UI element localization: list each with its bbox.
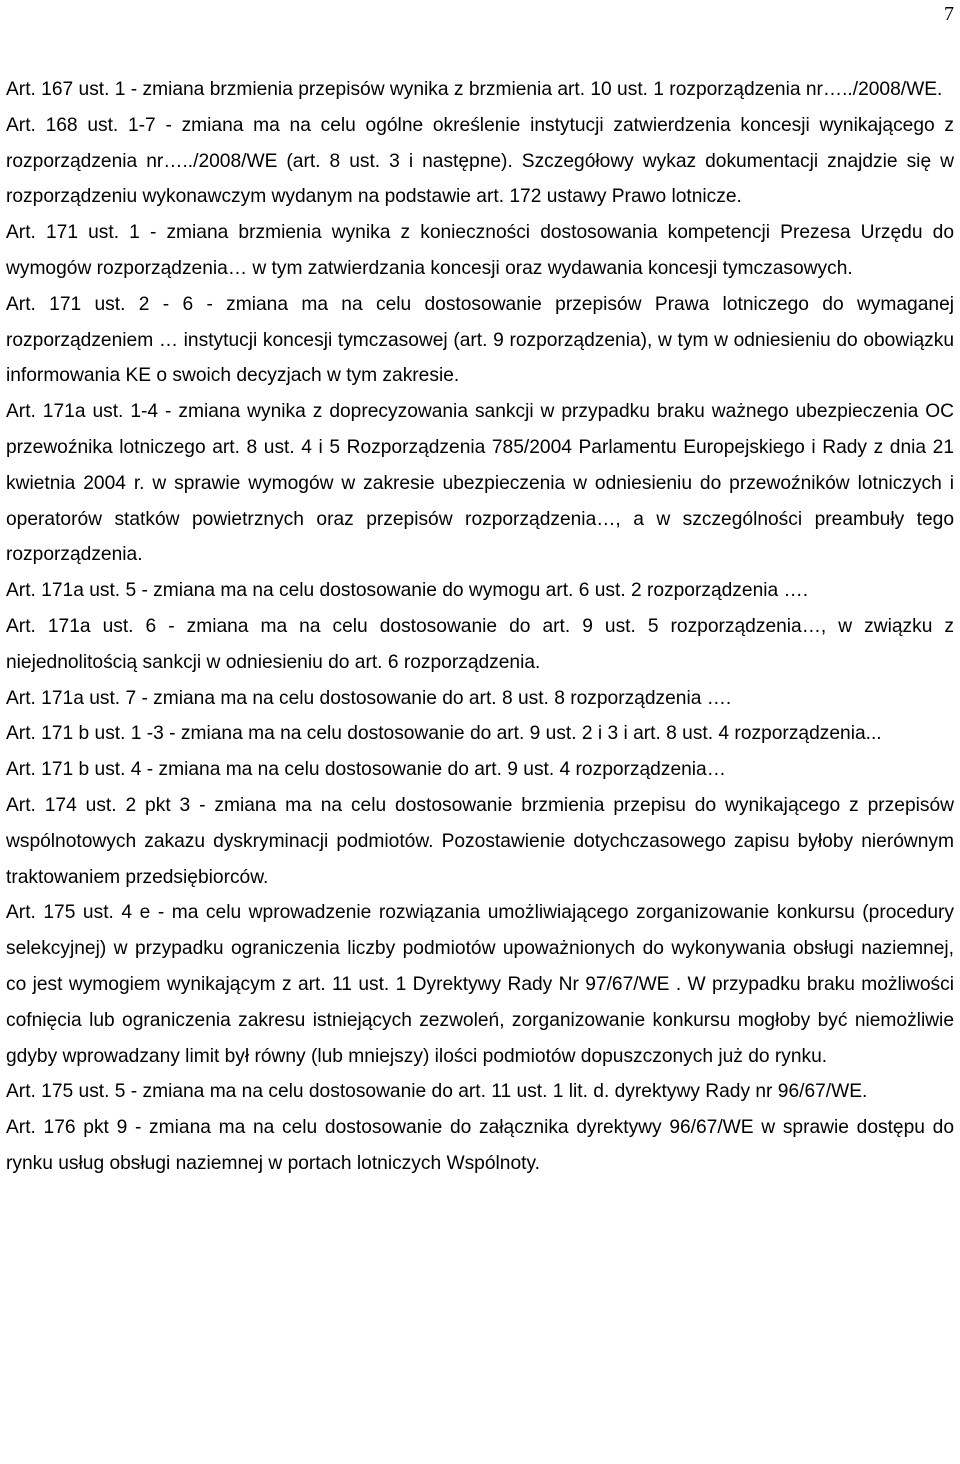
document-body	[6, 72, 954, 1182]
paragraph-art-175-ust-5: Art. 175 ust. 5 - zmiana ma na celu dostosowanie do art. 11 ust. 1 lit. d. dyrektywy Rady nr 96/67/WE.	[6, 1081, 868, 1103]
paragraph-art-171a-ust-5: Art. 171a ust. 5 - zmiana ma na celu dostosowanie do wymogu art. 6 ust. 2 rozporządzenia ….	[6, 580, 809, 602]
paragraph-art-171b-ust-4: Art. 171 b ust. 4 - zmiana ma na celu dostosowanie do art. 9 ust. 4 rozporządzenia…	[6, 759, 726, 781]
paragraph-art-168: Art. 168 ust. 1-7 - zmiana ma na celu ogólne określenie instytucji zatwierdzenia koncesji wynikającego z rozporządzenia nr…../2008/WE (art. 8 ust. 3 i następne). Szczegółowy wykaz dokumentacji znajdzie się w rozporządzeniu wykonawczym wydanym na podstawie art. 172 ustawy Prawo lotnicze.	[6, 114, 954, 208]
paragraph-art-171a-ust-1-4: Art. 171a ust. 1-4 - zmiana wynika z doprecyzowania sankcji w przypadku braku ważnego ubezpieczenia OC przewoźnika lotniczego art. 8 ust. 4 i 5 Rozporządzenia 785/2004 Parlamentu Europejskiego i Rady z dnia 21 kwietnia 2004 r. w sprawie wymogów w zakresie ubezpieczenia w odniesieniu do przewoźników lotniczych i operatorów statków powietrznych oraz przepisów rozporządzenia…, a w szczególności preambuły tego rozporządzenia.	[6, 401, 954, 566]
paragraph-art-171-ust-1: Art. 171 ust. 1 - zmiana brzmienia wynika z konieczności dostosowania kompetencji Prezesa Urzędu do wymogów rozporządzenia… w tym zatwierdzania koncesji oraz wydawania koncesji tymczasowych.	[6, 222, 954, 279]
paragraph-art-171b-ust-1-3: Art. 171 b ust. 1 -3 - zmiana ma na celu dostosowanie do art. 9 ust. 2 i 3 i art. 8 ust. 4 rozporządzenia...	[6, 723, 882, 745]
paragraph-art-171a-ust-7: Art. 171a ust. 7 - zmiana ma na celu dostosowanie do art. 8 ust. 8 rozporządzenia ….	[6, 687, 732, 709]
paragraph-art-171-ust-2-6: Art. 171 ust. 2 - 6 - zmiana ma na celu dostosowanie przepisów Prawa lotniczego do wymaganej rozporządzeniem … instytucji koncesji tymczasowej (art. 9 rozporządzenia), w tym w odniesieniu do obowiązku informowania KE o swoich decyzjach w tym zakresie.	[6, 293, 954, 387]
paragraph-art-174: Art. 174 ust. 2 pkt 3 - zmiana ma na celu dostosowanie brzmienia przepisu do wynikającego z przepisów wspólnotowych zakazu dyskryminacji podmiotów. Pozostawienie dotychczasowego zapisu byłoby nierównym traktowaniem przedsiębiorców.	[6, 794, 954, 888]
paragraph-art-171a-ust-6: Art. 171a ust. 6 - zmiana ma na celu dostosowanie do art. 9 ust. 5 rozporządzenia…, w związku z niejednolitością sankcji w odniesieniu do art. 6 rozporządzenia.	[6, 615, 954, 673]
paragraph-art-176: Art. 176 pkt 9 - zmiana ma na celu dostosowanie do załącznika dyrektywy 96/67/WE w sprawie dostępu do rynku usług obsługi naziemnej w portach lotniczych Wspólnoty.	[6, 1117, 954, 1174]
paragraph-art-167: Art. 167 ust. 1 - zmiana brzmienia przepisów wynika z brzmienia art. 10 ust. 1 rozporządzenia nr…../2008/WE.	[6, 79, 943, 100]
paragraph-art-175-ust-4e: Art. 175 ust. 4 e - ma celu wprowadzenie rozwiązania umożliwiającego zorganizowanie konkursu (procedury selekcyjnej) w przypadku ograniczenia liczby podmiotów upoważnionych do wykonywania obsługi naziemnej, co jest wymogiem wynikającym z art. 11 ust. 1 Dyrektywy Rady Nr 97/67/WE . W przypadku braku możliwości cofnięcia lub ograniczenia zakresu istniejących zezwoleń, zorganizowanie konkursu mogłoby być niemożliwie gdyby wprowadzany limit był równy (lub mniejszy) ilości podmiotów dopuszczonych już do rynku.	[6, 902, 954, 1067]
page-number: 7	[944, 3, 954, 25]
